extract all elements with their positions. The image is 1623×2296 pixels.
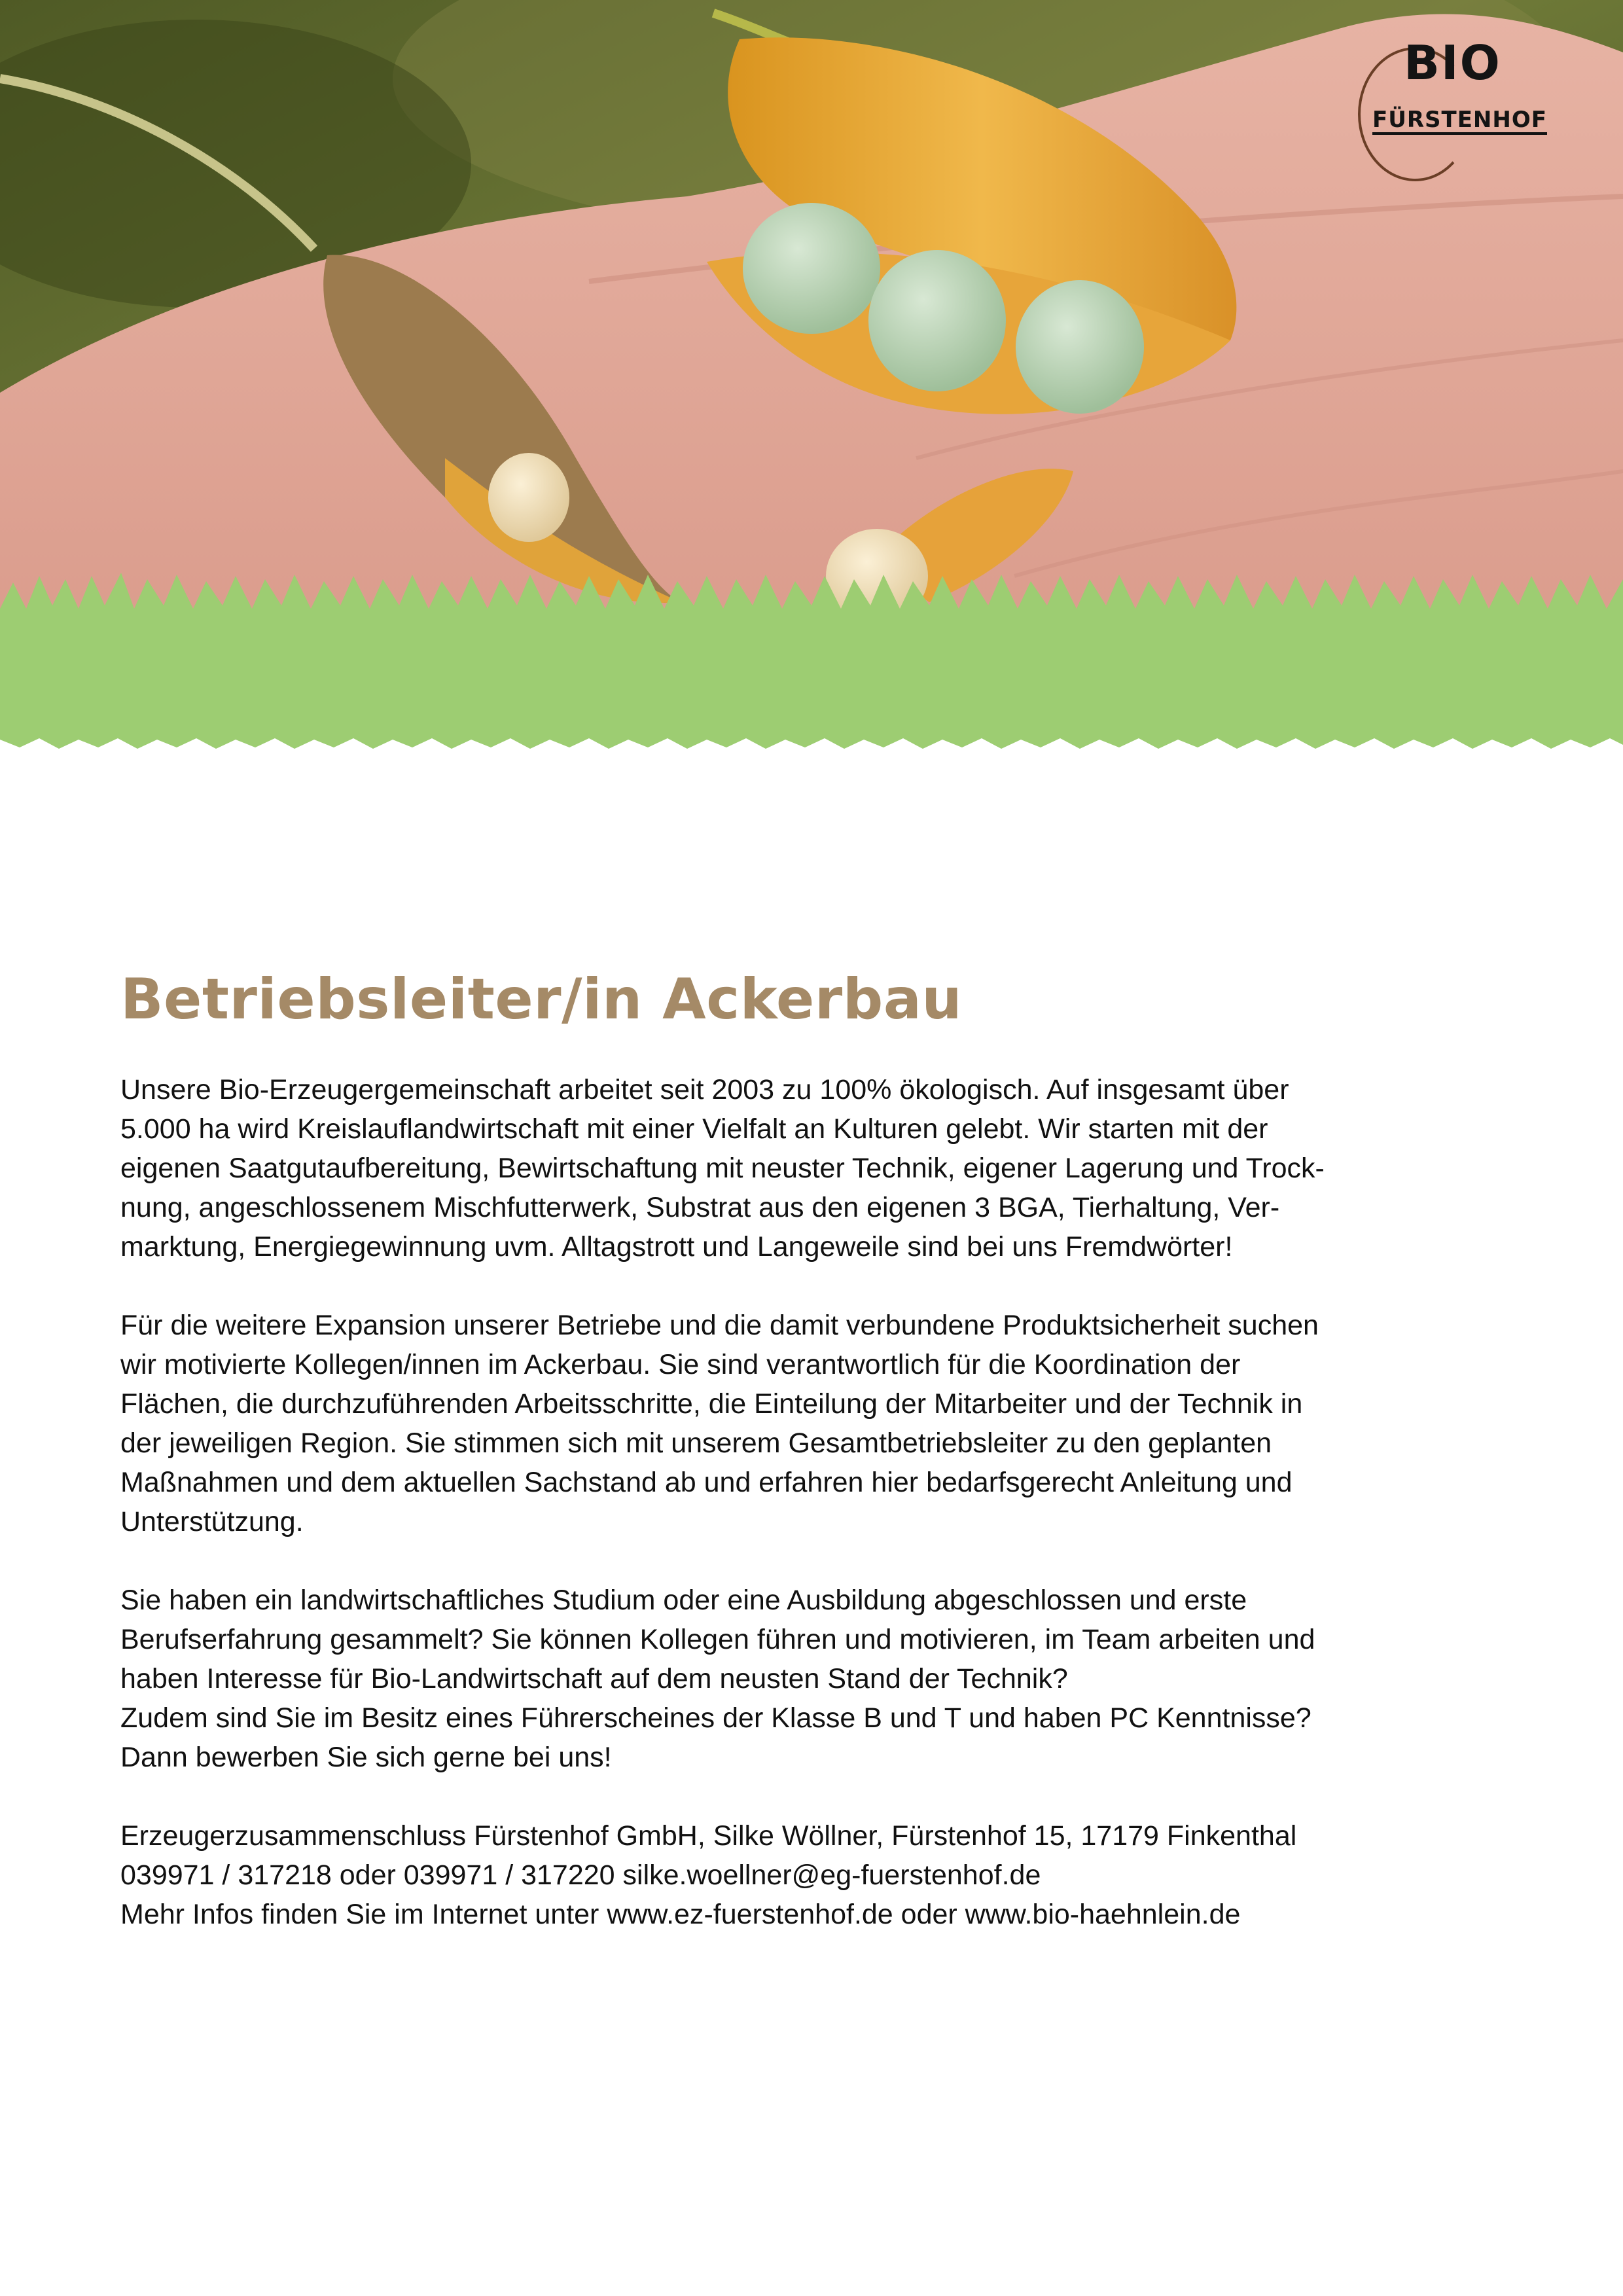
contact-websites[interactable]: Mehr Infos finden Sie im Internet unter www.ez-fuerstenhof.de oder www.bio-haehnlein.de <box>120 1898 1241 1930</box>
text-line: Zudem sind Sie im Besitz eines Führerscheines der Klasse B und T und haben PC Kenntnisse? <box>120 1702 1311 1734</box>
logo-bottom-text: FÜRSTENHOF <box>1372 109 1547 135</box>
text-line: der jeweiligen Region. Sie stimmen sich mit unserem Gesamtbetriebsleiter zu den geplanten <box>120 1427 1272 1459</box>
job-posting <box>120 969 1521 1973</box>
text-line: Für die weitere Expansion unserer Betriebe und die damit verbundene Produktsicherheit suchen <box>120 1309 1319 1341</box>
text-line: Sie haben ein landwirtschaftliches Studium oder eine Ausbildung abgeschlossen und erste <box>120 1584 1247 1616</box>
text-line: Maßnahmen und dem aktuellen Sachstand ab und erfahren hier bedarfsgerecht Anleitung und <box>120 1466 1293 1498</box>
intro-paragraph <box>120 1070 1521 1266</box>
text-line: marktung, Energiegewinnung uvm. Alltagstrott und Langeweile sind bei uns Fremdwörter! <box>120 1230 1233 1263</box>
text-line: Unsere Bio-Erzeugergemeinschaft arbeitet seit 2003 zu 100% ökologisch. Auf insgesamt über <box>120 1073 1289 1105</box>
text-line: eigenen Saatgutaufbereitung, Bewirtschaftung mit neuster Technik, eigener Lagerung und Trock- <box>120 1152 1325 1184</box>
contact-paragraph <box>120 1816 1521 1934</box>
logo-top-text: BIO <box>1404 35 1501 90</box>
text-line: Dann bewerben Sie sich gerne bei uns! <box>120 1741 612 1773</box>
text-line: wir motivierte Kollegen/innen im Ackerbau. Sie sind verantwortlich für die Koordination der <box>120 1348 1241 1380</box>
text-line: Unterstützung. <box>120 1505 304 1537</box>
text-line: 5.000 ha wird Kreislauflandwirtschaft mit einer Vielfalt an Kulturen gelebt. Wir starten mit der <box>120 1113 1268 1145</box>
text-line: Berufserfahrung gesammelt? Sie können Kollegen führen und motivieren, im Team arbeiten und <box>120 1623 1315 1655</box>
tasks-paragraph <box>120 1306 1521 1541</box>
bio-fuerstenhof-logo <box>1358 35 1594 183</box>
job-description <box>120 1070 1521 1934</box>
text-line: Flächen, die durchzuführenden Arbeitsschritte, die Einteilung der Mitarbeiter und der Technik in <box>120 1388 1303 1420</box>
text-line: nung, angeschlossenem Mischfutterwerk, Substrat aus den eigenen 3 BGA, Tierhaltung, Ver- <box>120 1191 1280 1223</box>
contact-phone-email[interactable]: 039971 / 317218 oder 039971 / 317220 silke.woellner@eg-fuerstenhof.de <box>120 1859 1041 1891</box>
requirements-paragraph <box>120 1581 1521 1777</box>
job-title: Betriebsleiter/in Ackerbau <box>120 967 963 1032</box>
text-line: haben Interesse für Bio-Landwirtschaft auf dem neusten Stand der Technik? <box>120 1662 1068 1695</box>
contact-address: Erzeugerzusammenschluss Fürstenhof GmbH, Silke Wöllner, Fürstenhof 15, 17179 Finkenthal <box>120 1820 1297 1852</box>
